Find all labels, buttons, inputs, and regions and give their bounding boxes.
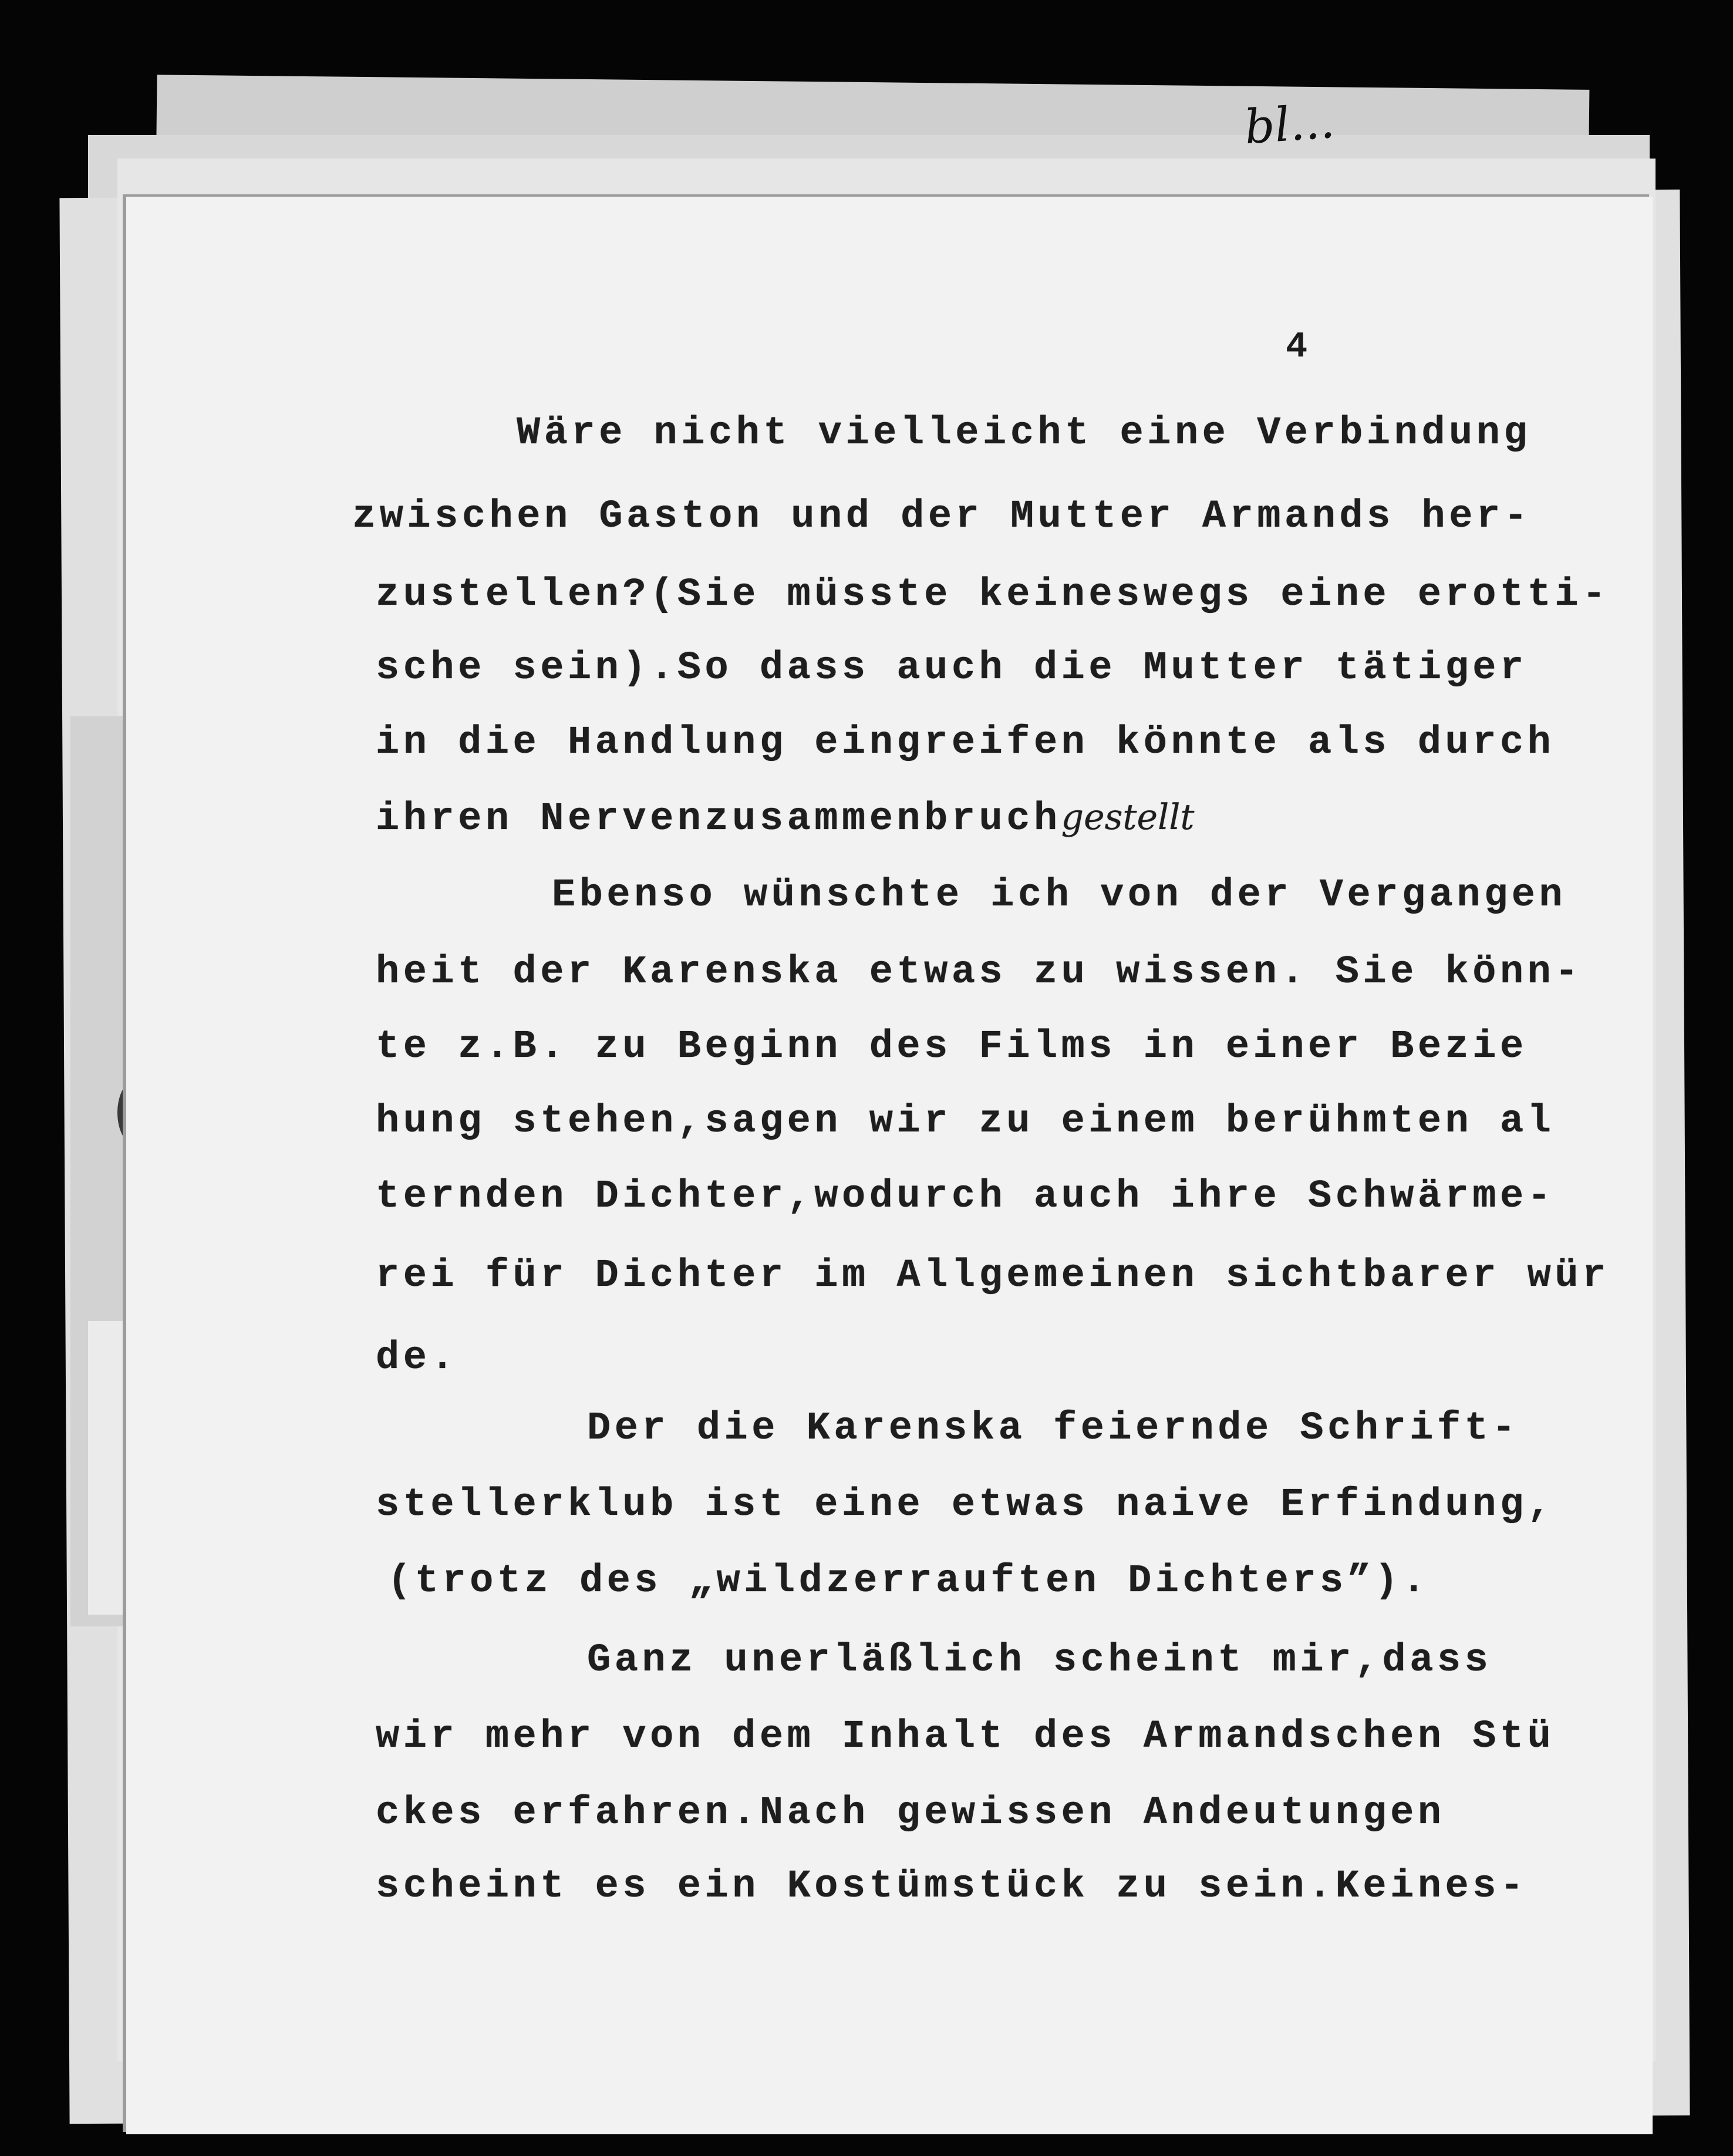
text-line: Wäre nicht vielleicht eine Verbindung bbox=[517, 411, 1532, 456]
text-line: in die Handlung eingreifen könnte als durch bbox=[376, 720, 1555, 765]
text-line: heit der Karenska etwas zu wissen. Sie könn- bbox=[376, 950, 1583, 995]
text-line: scheint es ein Kostümstück zu sein.Keines- bbox=[376, 1864, 1528, 1909]
text-line: zwischen Gaston und der Mutter Armands her- bbox=[352, 494, 1532, 539]
text-line: wir mehr von dem Inhalt des Armandschen Stü bbox=[376, 1714, 1555, 1759]
text-line: hung stehen,sagen wir zu einem berühmten al bbox=[376, 1099, 1555, 1144]
text-line-body: zustellen?(Sie müsste keineswegs eine erot bbox=[376, 572, 1528, 617]
text-line: Ganz unerläßlich scheint mir,dass bbox=[587, 1638, 1492, 1683]
page-number: 4 bbox=[1286, 326, 1308, 368]
text-line bbox=[376, 797, 1195, 841]
document-page bbox=[126, 197, 1653, 2134]
text-line: Ebenso wünschte ich von der Vergangen bbox=[552, 873, 1567, 918]
text-line: Der die Karenska feiernde Schrift- bbox=[587, 1406, 1520, 1451]
handwritten-top-mark: bl... bbox=[1242, 93, 1337, 155]
text-line: sche sein).So dass auch die Mutter tätiger bbox=[376, 646, 1528, 690]
text-line-body: ihren Nervenzusammenbruch bbox=[376, 797, 1061, 841]
text-line bbox=[376, 572, 1610, 617]
text-line: rei für Dichter im Allgemeinen sichtbarer wür bbox=[376, 1254, 1610, 1298]
text-line: te z.B. zu Beginn des Films in einer Bezie bbox=[376, 1025, 1528, 1069]
text-line: stellerklub ist eine etwas naive Erfindung, bbox=[376, 1483, 1555, 1527]
handwritten-insert: gestellt bbox=[1061, 797, 1195, 838]
text-line: ternden Dichter,wodurch auch ihre Schwärme- bbox=[376, 1174, 1555, 1219]
text-line: ckes erfahren.Nach gewissen Andeutungen bbox=[376, 1791, 1445, 1835]
text-line-end: ti- bbox=[1527, 572, 1610, 617]
text-line: de. bbox=[376, 1336, 458, 1380]
text-line: (trotz des „wildzerrauften Dichters”). bbox=[387, 1559, 1429, 1603]
